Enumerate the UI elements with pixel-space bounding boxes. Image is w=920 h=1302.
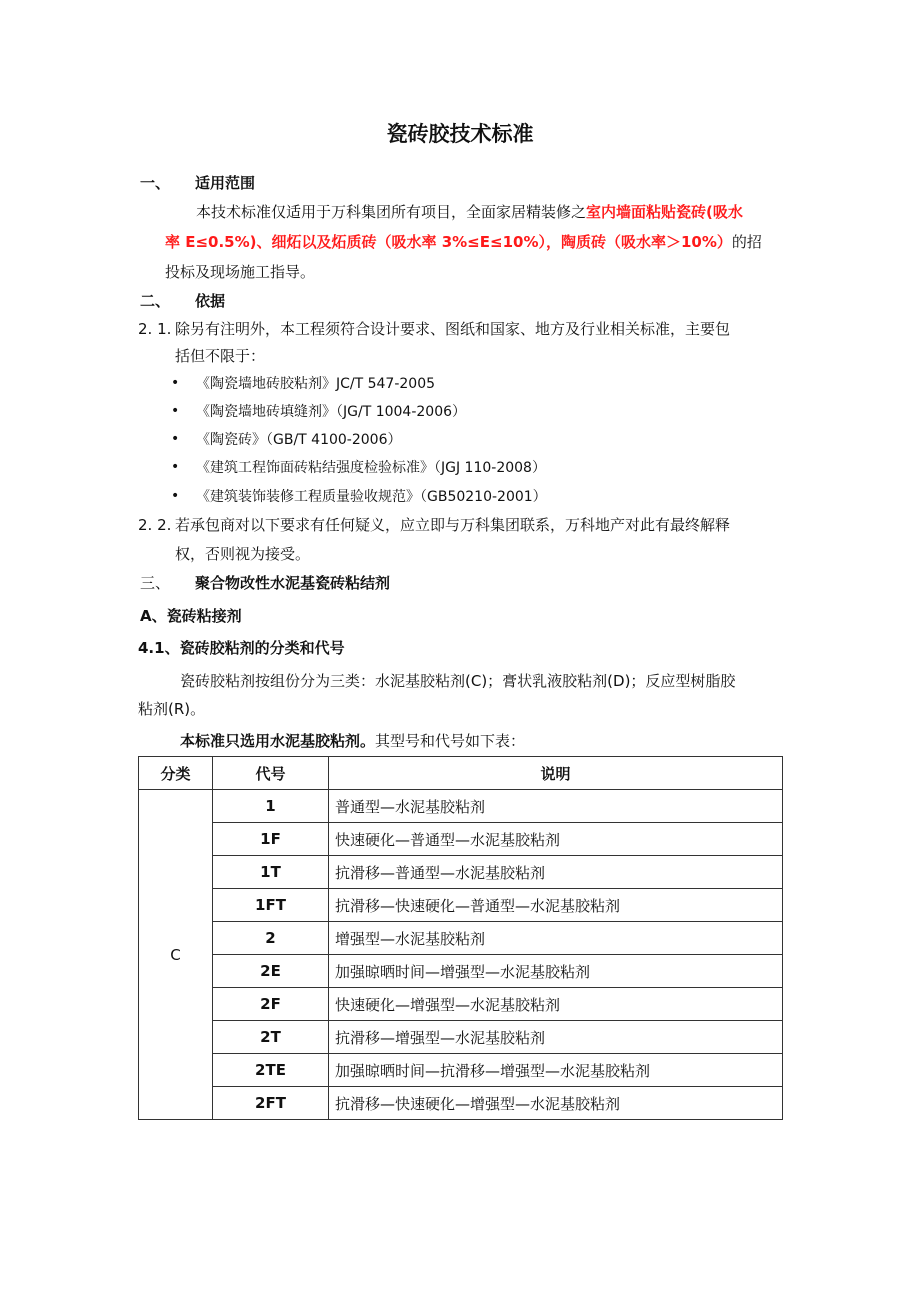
standard-list-item: 《陶瓷墙地砖胶粘剂》JC/T 547-2005 xyxy=(196,376,436,392)
bullet-icon: • xyxy=(171,488,180,504)
description-cell: 抗滑移—增强型—水泥基胶粘剂 xyxy=(329,1021,783,1054)
table-row xyxy=(139,823,783,856)
code-cell: 1F xyxy=(213,823,329,856)
table-intro-text: 其型号和代号如下表： xyxy=(375,732,526,750)
section3-heading: 聚合物改性水泥基瓷砖粘结剂 xyxy=(195,574,391,592)
code-cell: 2F xyxy=(213,988,329,1021)
description-cell: 加强晾晒时间—抗滑移—增强型—水泥基胶粘剂 xyxy=(329,1054,783,1087)
code-cell: 2FT xyxy=(213,1087,329,1120)
scope-highlight: 室内墙面粘贴瓷砖(吸水 xyxy=(586,203,743,221)
adhesive-code-table xyxy=(138,756,783,1120)
bullet-icon: • xyxy=(171,431,180,447)
section1-paragraph-line2 xyxy=(165,232,762,252)
table-intro-bold: 本标准只选用水泥基胶粘剂。 xyxy=(180,732,376,750)
table-row xyxy=(139,1054,783,1087)
section1-paragraph-line1 xyxy=(196,202,743,222)
section1-number: 一、 xyxy=(140,174,171,192)
header-description: 说明 xyxy=(329,757,783,790)
code-cell: 1FT xyxy=(213,889,329,922)
category-cell: C xyxy=(139,790,213,1120)
document-title: 瓷砖胶技术标准 xyxy=(386,122,534,146)
section1-paragraph-line3: 投标及现场施工指导。 xyxy=(165,263,316,281)
code-cell: 2TE xyxy=(213,1054,329,1087)
description-cell: 快速硬化—普通型—水泥基胶粘剂 xyxy=(329,823,783,856)
table-row xyxy=(139,1087,783,1120)
code-cell: 1 xyxy=(213,790,329,823)
standard-list-item: 《建筑工程饰面砖粘结强度检验标准》（JGJ 110-2008） xyxy=(196,460,546,476)
item-2-2-line1: 若承包商对以下要求有任何疑义，应立即与万科集团联系，万科地产对此有最终解释 xyxy=(175,516,731,534)
bullet-icon: • xyxy=(171,403,180,419)
code-cell: 1T xyxy=(213,856,329,889)
scope-text: 本技术标准仅适用于万科集团所有项目，全面家居精装修之 xyxy=(196,203,587,221)
standard-list-item: 《建筑装饰装修工程质量验收规范》（GB50210-2001） xyxy=(196,489,547,505)
code-cell: 2E xyxy=(213,955,329,988)
bullet-icon: • xyxy=(171,375,180,391)
header-code: 代号 xyxy=(213,757,329,790)
table-intro xyxy=(180,731,525,751)
subsection-a-heading: A、瓷砖粘接剂 xyxy=(140,607,242,625)
table-header-row xyxy=(139,757,783,790)
item-2-2-line2: 权，否则视为接受。 xyxy=(175,545,311,563)
table-row xyxy=(139,856,783,889)
classification-paragraph-line1: 瓷砖胶粘剂按组份分为三类：水泥基胶粘剂(C)；膏状乳液胶粘剂(D)；反应型树脂胶 xyxy=(180,672,736,690)
section3-number: 三、 xyxy=(140,574,171,592)
scope-text: 的招 xyxy=(731,233,762,251)
item-2-1-line1: 除另有注明外，本工程须符合设计要求、图纸和国家、地方及行业相关标准，主要包 xyxy=(175,320,731,338)
table-row xyxy=(139,988,783,1021)
description-cell: 增强型—水泥基胶粘剂 xyxy=(329,922,783,955)
header-category: 分类 xyxy=(139,757,213,790)
scope-highlight: 率 E≤0.5%)、细炻以及炻质砖（吸水率 3%≤E≤10%），陶质砖（吸水率＞10%） xyxy=(165,233,732,251)
table-row xyxy=(139,922,783,955)
subsection-4-1-heading: 4.1、瓷砖胶粘剂的分类和代号 xyxy=(138,639,345,657)
item-2-1-number: 2. 1. xyxy=(138,320,172,338)
standard-list-item: 《陶瓷墙地砖填缝剂》（JG/T 1004-2006） xyxy=(196,404,467,420)
table-row xyxy=(139,790,783,823)
description-cell: 快速硬化—增强型—水泥基胶粘剂 xyxy=(329,988,783,1021)
section2-number: 二、 xyxy=(140,292,171,310)
standard-list-item: 《陶瓷砖》（GB/T 4100-2006） xyxy=(196,432,402,448)
description-cell: 抗滑移—普通型—水泥基胶粘剂 xyxy=(329,856,783,889)
description-cell: 加强晾晒时间—增强型—水泥基胶粘剂 xyxy=(329,955,783,988)
description-cell: 抗滑移—快速硬化—普通型—水泥基胶粘剂 xyxy=(329,889,783,922)
classification-paragraph-line2: 粘剂(R)。 xyxy=(138,700,206,718)
table-row xyxy=(139,889,783,922)
item-2-1-line2: 括但不限于： xyxy=(175,347,266,365)
section2-heading: 依据 xyxy=(195,292,226,310)
table-row xyxy=(139,1021,783,1054)
code-cell: 2 xyxy=(213,922,329,955)
bullet-icon: • xyxy=(171,459,180,475)
item-2-2-number: 2. 2. xyxy=(138,516,172,534)
description-cell: 普通型—水泥基胶粘剂 xyxy=(329,790,783,823)
code-cell: 2T xyxy=(213,1021,329,1054)
description-cell: 抗滑移—快速硬化—增强型—水泥基胶粘剂 xyxy=(329,1087,783,1120)
section1-heading: 适用范围 xyxy=(195,174,256,192)
table-row xyxy=(139,955,783,988)
